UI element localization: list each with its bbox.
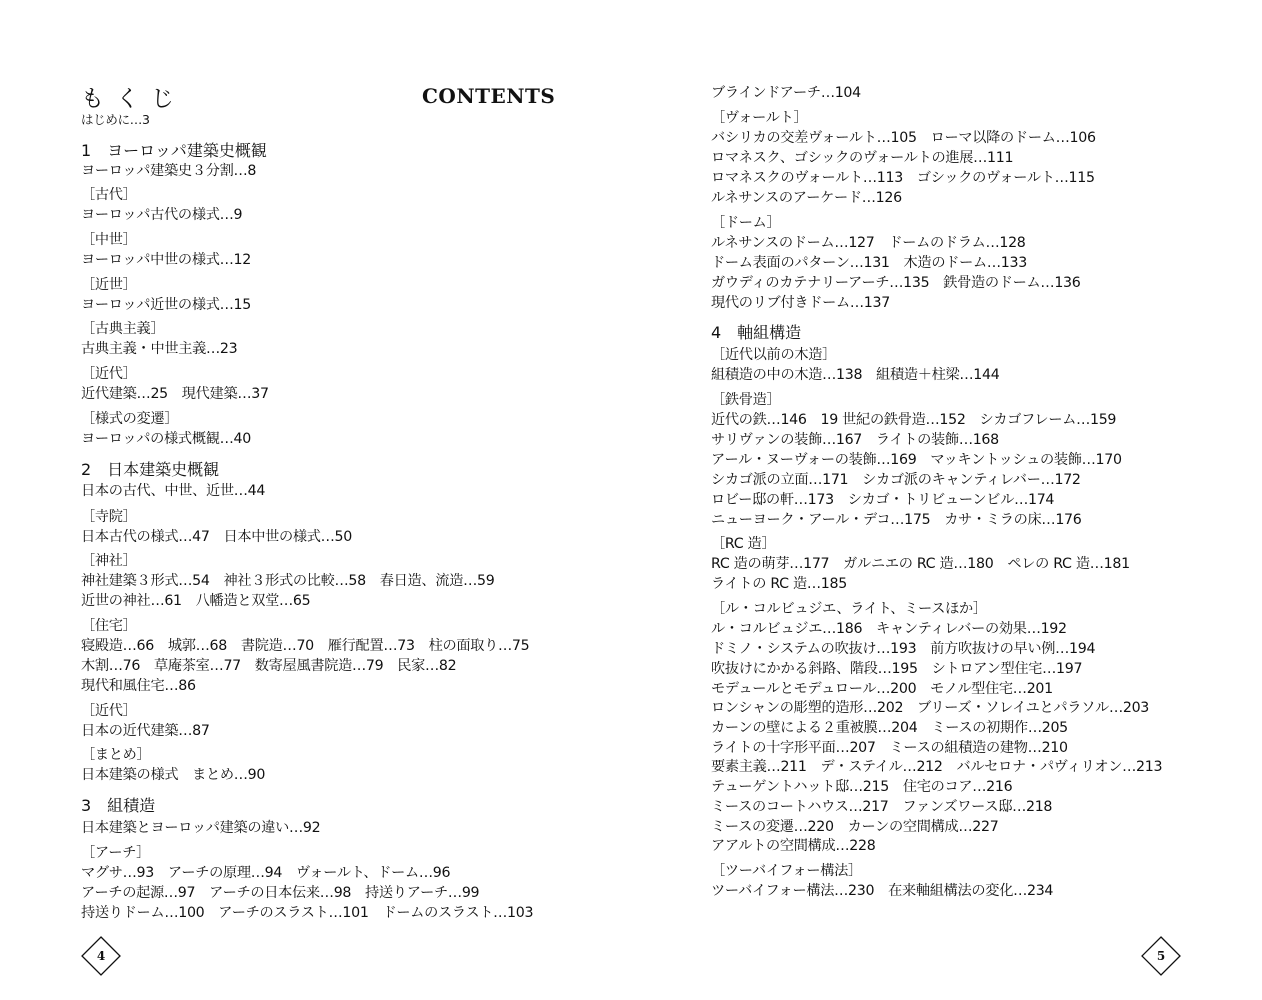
toc-entry: 組積造の中の木造…138 組積造＋柱梁…144 [711, 367, 1000, 383]
toc-entry: カーンの壁による２重被膜…204 ミースの初期作…205 [711, 720, 1068, 736]
toc-entry: 神社建築３形式…54 神社３形式の比較…58 春日造、流造…59 [81, 573, 495, 589]
toc-entry: ヨーロッパの様式概観…40 [81, 431, 251, 447]
toc-entry: 日本の古代、中世、近世…44 [81, 483, 266, 499]
toc-entry: ロンシャンの彫塑的造形…202 ブリーズ・ソレイユとパラソル…203 [711, 700, 1150, 716]
toc-entry: ドーム表面のパターン…131 木造のドーム…133 [711, 255, 1027, 271]
toc-entry: ブラインドアーチ…104 [711, 85, 861, 101]
toc-entry: ロマネスク、ゴシックのヴォールトの進展…111 [711, 150, 1014, 166]
section-heading: ［神社］ [81, 553, 137, 569]
page-number-right [1141, 936, 1181, 976]
toc-entry: 寝殿造…66 城郭…68 書院造…70 雁行配置…73 柱の面取り…75 [81, 638, 530, 654]
section-heading: ［鉄骨造］ [711, 392, 781, 408]
chapter-heading: 3 組積造 [81, 796, 156, 815]
toc-entry: 近代の鉄…146 19 世紀の鉄骨造…152 シカゴフレーム…159 [711, 412, 1117, 428]
toc-entry: マグサ…93 アーチの原理…94 ヴォールト、ドーム…96 [81, 865, 451, 881]
section-heading: ［近代］ [81, 366, 137, 382]
section-heading: ［近代］ [81, 703, 137, 719]
toc-entry: ガウディのカテナリーアーチ…135 鉄骨造のドーム…136 [711, 275, 1081, 291]
toc-entry: ロマネスクのヴォールト…113 ゴシックのヴォールト…115 [711, 170, 1095, 186]
toc-entry: ライトの十字形平面…207 ミースの組積造の建物…210 [711, 740, 1068, 756]
toc-entry: 日本建築の様式 まとめ…90 [81, 767, 266, 783]
section-heading: ［近代以前の木造］ [711, 347, 836, 363]
section-heading: ［ツーバイフォー構法］ [711, 863, 862, 879]
toc-entry: 持送りドーム…100 アーチのスラスト…101 ドームのスラスト…103 [81, 905, 534, 921]
section-heading: ［住宅］ [81, 618, 137, 634]
section-heading: ［古代］ [81, 187, 137, 203]
chapter-heading: 2 日本建築史概観 [81, 460, 220, 479]
toc-entry: 吹抜けにかかる斜路、階段…195 シトロアン型住宅…197 [711, 661, 1083, 677]
toc-entry: 日本古代の様式…47 日本中世の様式…50 [81, 529, 352, 545]
section-heading: ［ヴォールト］ [711, 110, 808, 126]
toc-entry: はじめに…3 [81, 112, 150, 127]
toc-entry: 古典主義・中世主義…23 [81, 341, 238, 357]
contents-title-english: CONTENTS [422, 84, 556, 108]
toc-entry: ルネサンスのアーケード…126 [711, 190, 902, 206]
toc-entry: RC 造の萌芽…177 ガルニエの RC 造…180 ペレの RC 造…181 [711, 556, 1130, 572]
section-heading: ［古典主義］ [81, 321, 165, 337]
section-heading: ［寺院］ [81, 509, 137, 525]
page-number-left [81, 936, 121, 976]
toc-entry: ニューヨーク・アール・デコ…175 カサ・ミラの床…176 [711, 512, 1082, 528]
section-heading: ［様式の変遷］ [81, 411, 179, 427]
toc-entry: ミースのコートハウス…217 ファンズワース邸…218 [711, 799, 1053, 815]
toc-entry: サリヴァンの装飾…167 ライトの装飾…168 [711, 432, 999, 448]
page-number-left-label: 4 [96, 949, 106, 963]
toc-entry: ライトの RC 造…185 [711, 576, 847, 592]
toc-entry: ルネサンスのドーム…127 ドームのドラム…128 [711, 235, 1026, 251]
section-heading: ［ドーム］ [711, 215, 781, 231]
toc-entry: ヨーロッパ建築史３分割…8 [81, 163, 257, 179]
section-heading: ［まとめ］ [81, 747, 151, 763]
toc-entry: アール・ヌーヴォーの装飾…169 マッキントッシュの装飾…170 [711, 452, 1122, 468]
toc-entry: ミースの変遷…220 カーンの空間構成…227 [711, 819, 999, 835]
toc-entry: モデュールとモデュロール…200 モノル型住宅…201 [711, 681, 1053, 697]
toc-entry: 日本の近代建築…87 [81, 723, 210, 739]
toc-entry: ロビー邸の軒…173 シカゴ・トリビューンビル…174 [711, 492, 1055, 508]
section-heading: ［ル・コルビュジエ、ライト、ミースほか］ [711, 601, 987, 617]
toc-entry: 近世の神社…61 八幡造と双堂…65 [81, 593, 311, 609]
toc-entry: ドミノ・システムの吹抜け…193 前方吹抜けの早い例…194 [711, 641, 1096, 657]
section-heading: ［近世］ [81, 277, 137, 293]
toc-entry: バシリカの交差ヴォールト…105 ローマ以降のドーム…106 [711, 130, 1096, 146]
toc-entry: 近代建築…25 現代建築…37 [81, 386, 269, 402]
toc-entry: 現代和風住宅…86 [81, 678, 196, 694]
toc-entry: 木割…76 草庵茶室…77 数寄屋風書院造…79 民家…82 [81, 658, 457, 674]
page-number-right-label: 5 [1156, 949, 1166, 963]
toc-entry: アアルトの空間構成…228 [711, 838, 876, 854]
section-heading: ［RC 造］ [711, 536, 776, 552]
section-heading: ［中世］ [81, 232, 137, 248]
toc-entry: 現代のリブ付きドーム…137 [711, 295, 890, 311]
toc-entry: ツーバイフォー構法…230 在来軸組構法の変化…234 [711, 883, 1054, 899]
chapter-heading: 1 ヨーロッパ建築史概観 [81, 141, 267, 160]
contents-title-japanese: もくじ [81, 86, 186, 112]
toc-entry: ヨーロッパ近世の様式…15 [81, 297, 251, 313]
toc-entry: ヨーロッパ古代の様式…9 [81, 207, 243, 223]
toc-entry: 要素主義…211 デ・ステイル…212 バルセロナ・パヴィリオン…213 [711, 759, 1163, 775]
toc-entry: ル・コルビュジエ…186 キャンティレバーの効果…192 [711, 621, 1067, 637]
toc-entry: テューゲントハット邸…215 住宅のコア…216 [711, 779, 1013, 795]
chapter-heading: 4 軸組構造 [711, 323, 802, 342]
section-heading: ［アーチ］ [81, 845, 151, 861]
toc-entry: シカゴ派の立面…171 シカゴ派のキャンティレバー…172 [711, 472, 1081, 488]
toc-entry: 日本建築とヨーロッパ建築の違い…92 [81, 820, 321, 836]
toc-entry: ヨーロッパ中世の様式…12 [81, 252, 251, 268]
toc-entry: アーチの起源…97 アーチの日本伝来…98 持送りアーチ…99 [81, 885, 480, 901]
